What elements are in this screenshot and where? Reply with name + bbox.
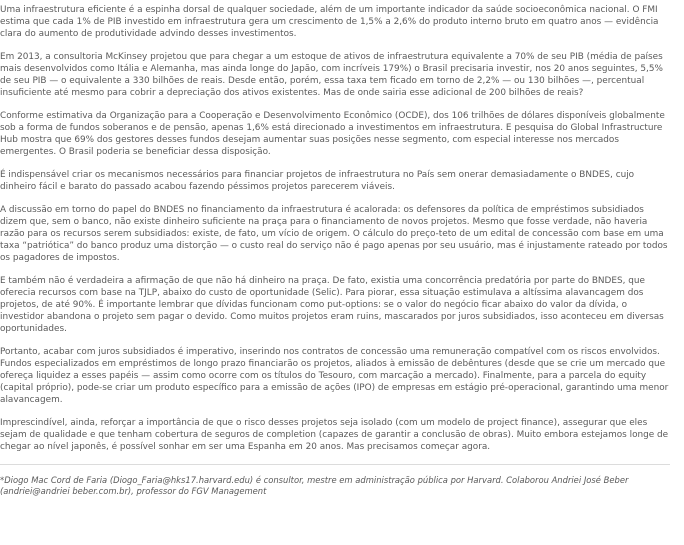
article-paragraph-1: Uma infraestrutura eficiente é a espinha dorsal de qualquer sociedade, além de um importante indicador da saúde socioeconômica nacional. O FMI estima que cada 1% de PIB investido em infraestrutura gera um crescimento de 1,5% a 2,6% do produto interno bruto em quatro anos — evidência clara do aumento de produtividade advindo desses investimentos. xyxy=(0,5,659,39)
article-paragraph-5: A discussão em torno do papel do BNDES no financiamento da infraestrutura é acalorada: os defensores da política de empréstimos subsidiados dizem que, sem o banco, não existe dinheiro suficiente na praça para o financiamento de novos projetos. Mesmo que fosse verdade, não haveria razão para os recursos serem subsidiados: existe, de fato, um vício de origem. O cálculo do preço-teto de um edital de concessão com base em uma taxa “patriótica” do banco produz uma distorção — o custo real do serviço não é pago apenas por seu usuário, mas é injustamente rateado por todos os pagadores de impostos. xyxy=(0,205,668,263)
author-footnote: *Diogo Mac Cord de Faria (Diogo_Faria@hks17.harvard.edu) é consultor, mestre em administração pública por Harvard. Colaborou Andriei José Beber (andriei@andriei beber.com.br), professor do FGV Management xyxy=(0,475,629,496)
article-paragraph-2: Em 2013, a consultoria McKinsey projetou que para chegar a um estoque de ativos de infraestrutura equivalente a 70% de seu PIB (média de países mais desenvolvidos como Itália e Alemanha, mas ainda longe do Japão, com incríveis 179%) o Brasil precisaria investir, nos 20 anos seguintes, 5,5% de seu PIB — o equivalente a 330 bilhões de reais. Desde então, porém, essa taxa tem ficado em torno de 2,2% — ou 130 bilhões —, percentual insuficiente até mesmo para cobrir a depreciação dos ativos existentes. Mas de onde sairia esse adicional de 200 bilhões de reais? xyxy=(0,52,663,98)
article-paragraph-8: Imprescindível, ainda, reforçar a importância de que o risco desses projetos seja isolado (com um modelo de project finance), assegurar que eles sejam de qualidade e que tenham cobertura de seguros de completion (capazes de garantir a conclusão de obras). Muito embora estejamos longe de chegar ao nível japonês, é possível sonhar em ser uma Espanha em 20 anos. Mas precisamos começar agora. xyxy=(0,418,669,452)
article-paragraph-6: E também não é verdadeira a afirmação de que não há dinheiro na praça. De fato, existia uma concorrência predatória por parte do BNDES, que oferecia recursos com base na TJLP, abaixo do custo de oportunidade (Selic). Para piorar, essa situação estimulava a altíssima alavancagem dos projetos, de até 90%. É importante lembrar que dívidas funcionam como put-options: se o valor do negócio ficar abaixo do valor da dívida, o investidor abandona o projeto sem pagar o devido. Como muitos projetos eram ruins, mascarados por juros subsidiados, isso aconteceu em diversas oportunidades. xyxy=(0,276,664,334)
article-paragraph-3: Conforme estimativa da Organização para a Cooperação e Desenvolvimento Econômico (OCDE), dos 106 trilhões de dólares disponíveis globalmente sob a forma de fundos soberanos e de pensão, apenas 1,6% está direcionado a investimentos em infraestrutura. E pesquisa do Global Infrastructure Hub mostra que 69% dos gestores desses fundos desejam aumentar suas posições nesse segmento, com especial interesse nos mercados emergentes. O Brasil poderia se beneficiar dessa disposição. xyxy=(0,111,665,157)
article-paragraph-7: Portanto, acabar com juros subsidiados é imperativo, inserindo nos contratos de concessão uma remuneração compatível com os riscos envolvidos. Fundos especializados em empréstimos de longo prazo financiarão os projetos, aliados à emissão de debêntures (desde que se crie um mercado que ofereça liquidez a esses papéis — assim como ocorre com os títulos do Tesouro, com marcação a mercado). Finalmente, para a parcela do equity (capital próprio), pode-se criar um produto específico para a emissão de ações (IPO) de empresas em estágio pré-operacional, garantindo uma menor alavancagem. xyxy=(0,347,669,405)
footnote-divider xyxy=(0,464,670,465)
article-paragraph-4: É indispensável criar os mecanismos necessários para financiar projetos de infraestrutura no País sem onerar demasiadamente o BNDES, cujo dinheiro fácil e barato do passado acabou fazendo péssimos projetos parecerem viáveis. xyxy=(0,170,635,192)
